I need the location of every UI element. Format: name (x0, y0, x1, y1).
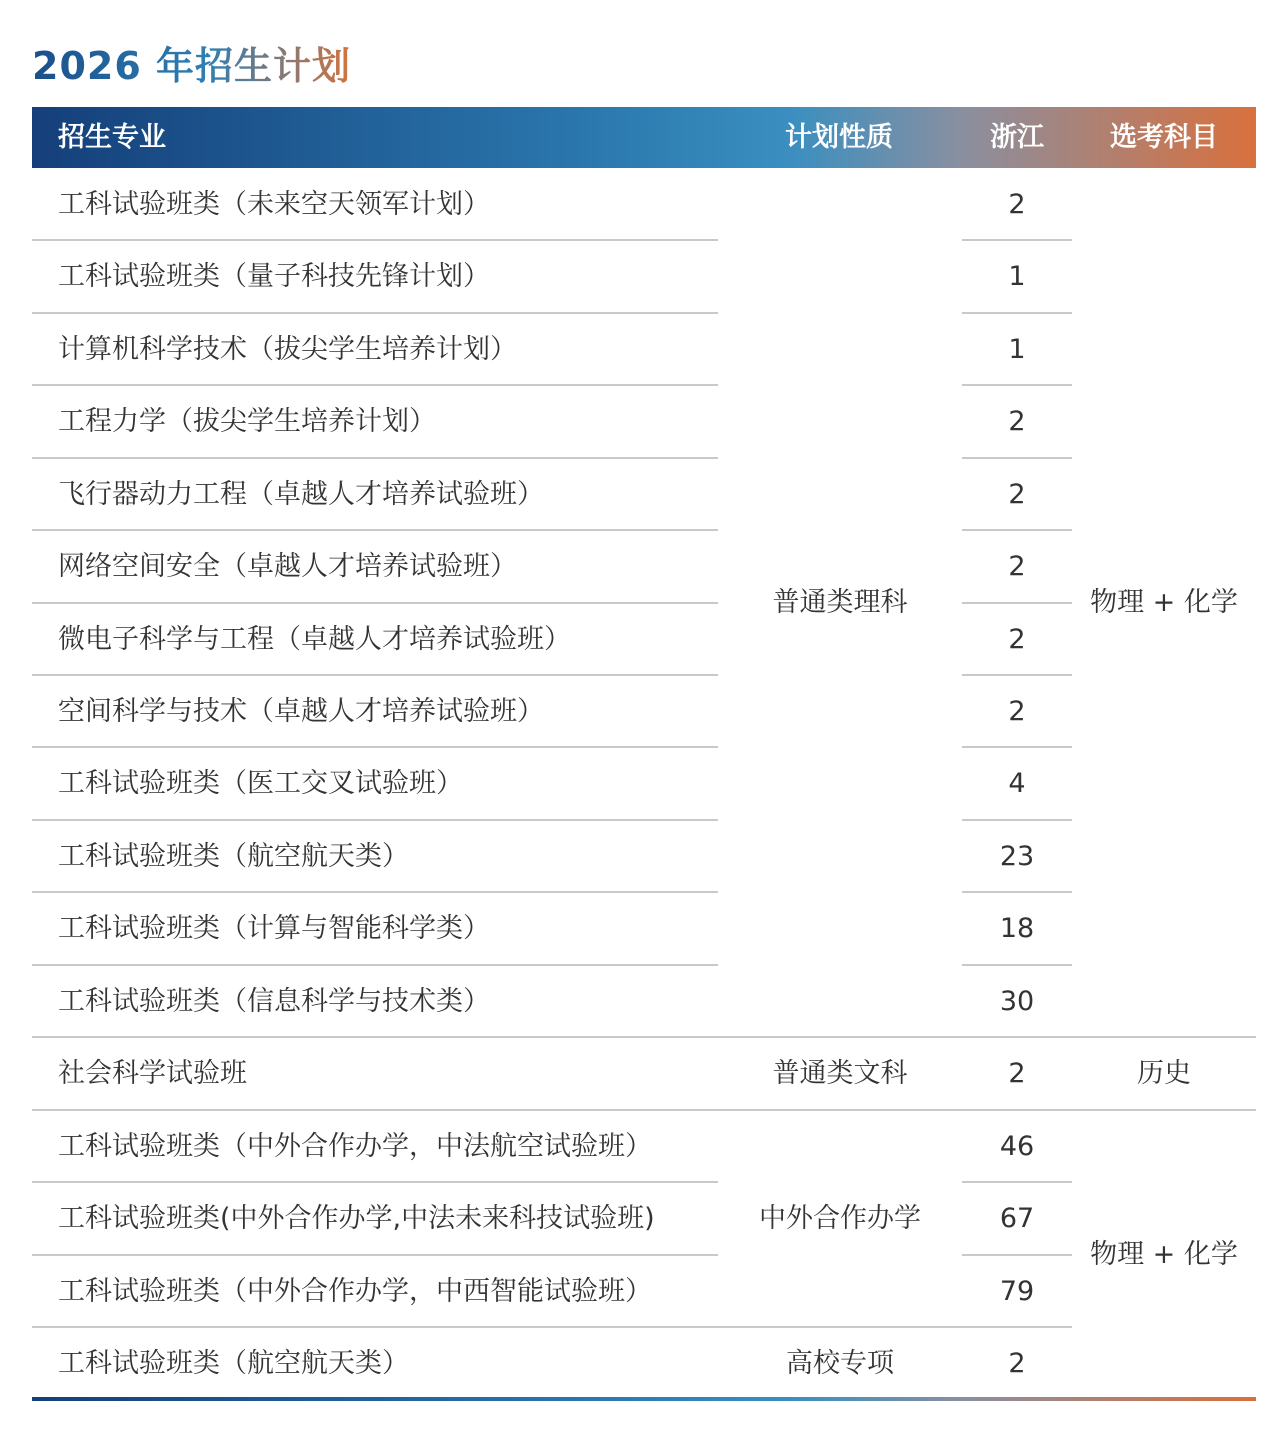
major-name: 工科试验班类（计算与智能科学类） (58, 913, 490, 944)
zhejiang-count: 1 (1008, 261, 1026, 292)
zhejiang-count: 2 (1008, 406, 1026, 437)
major-name: 微电子科学与工程（卓越人才培养试验班） (58, 624, 571, 655)
zhejiang-count: 2 (1008, 1348, 1026, 1379)
table-row (0, 241, 1280, 313)
zhejiang-count: 23 (999, 841, 1035, 872)
table-row (0, 169, 1280, 241)
major-name: 工科试验班类（量子科技先锋计划） (58, 261, 490, 292)
major-name: 工科试验班类（医工交叉试验班） (58, 768, 463, 799)
plan-type-science: 普通类理科 (772, 587, 908, 618)
table-row (0, 748, 1280, 820)
major-name: 工科试验班类（中外合作办学，中法航空试验班） (58, 1131, 652, 1162)
major-name: 工科试验班类（信息科学与技术类） (58, 986, 490, 1017)
table-row (0, 966, 1280, 1038)
major-name: 工科试验班类（航空航天类） (58, 1348, 409, 1379)
table-row (0, 1328, 1280, 1400)
table-row (0, 676, 1280, 748)
table-row (0, 1111, 1280, 1183)
page-title: 2026 年招生计划 (32, 36, 351, 96)
major-name: 网络空间安全（卓越人才培养试验班） (58, 551, 517, 582)
header-plan-type: 计划性质 (785, 122, 893, 153)
zhejiang-count: 30 (999, 986, 1035, 1017)
zhejiang-count: 46 (999, 1131, 1035, 1162)
zhejiang-count: 79 (999, 1276, 1035, 1307)
table-row (0, 821, 1280, 893)
zhejiang-count: 4 (1008, 768, 1026, 799)
header-major: 招生专业 (58, 122, 166, 153)
major-name: 工科试验班类（未来空天领军计划） (58, 189, 490, 220)
plan-type-arts: 普通类文科 (772, 1058, 908, 1089)
major-name: 计算机科学技术（拔尖学生培养计划） (58, 334, 517, 365)
zhejiang-count: 2 (1008, 624, 1026, 655)
zhejiang-count: 2 (1008, 1058, 1026, 1089)
table-row (0, 386, 1280, 458)
zhejiang-count: 2 (1008, 551, 1026, 582)
table-row (0, 893, 1280, 965)
zhejiang-count: 2 (1008, 189, 1026, 220)
zhejiang-count: 2 (1008, 696, 1026, 727)
plan-type-special: 高校专项 (786, 1348, 894, 1379)
footer-gradient-bar (32, 1397, 1256, 1401)
major-name: 工科试验班类（中外合作办学，中西智能试验班） (58, 1276, 652, 1307)
plan-type-coop: 中外合作办学 (759, 1203, 921, 1234)
zhejiang-count: 2 (1008, 479, 1026, 510)
major-name: 飞行器动力工程（卓越人才培养试验班） (58, 479, 544, 510)
zhejiang-count: 18 (999, 913, 1035, 944)
table-row (0, 314, 1280, 386)
subjects-physics-chemistry-coop: 物理 + 化学 (1090, 1239, 1238, 1270)
header-subjects: 选考科目 (1110, 122, 1218, 153)
zhejiang-count: 67 (999, 1203, 1035, 1234)
major-name: 工科试验班类（航空航天类） (58, 841, 409, 872)
table-row (0, 459, 1280, 531)
major-name: 工程力学（拔尖学生培养计划） (58, 406, 436, 437)
major-name: 社会科学试验班 (58, 1058, 247, 1089)
subjects-history: 历史 (1137, 1058, 1191, 1089)
major-name: 空间科学与技术（卓越人才培养试验班） (58, 696, 544, 727)
zhejiang-count: 1 (1008, 334, 1026, 365)
major-name: 工科试验班类(中外合作办学,中法未来科技试验班) (58, 1203, 655, 1234)
header-zhejiang: 浙江 (990, 122, 1044, 153)
subjects-physics-chemistry: 物理 + 化学 (1090, 587, 1238, 618)
